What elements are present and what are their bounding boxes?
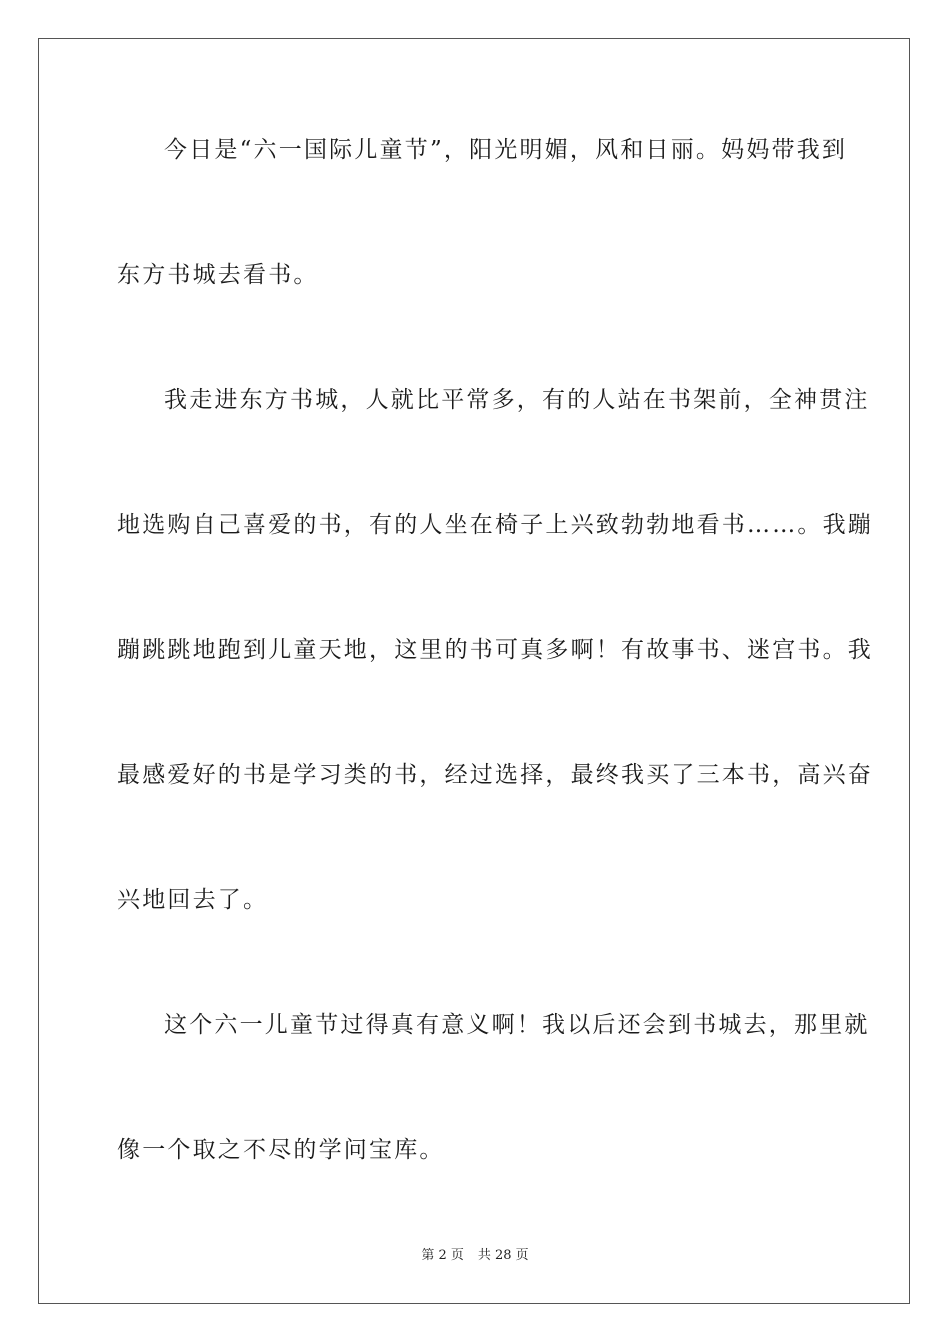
paragraph-2-line-1: 我走进东方书城，人就比平常多，有的人站在书架前，全神贯注: [164, 387, 870, 413]
total-pages: 共 28 页: [477, 1248, 529, 1263]
paragraph-1-line-2: 东方书城去看书。: [117, 262, 319, 288]
paragraph-2-line-5: 兴地回去了。: [117, 887, 269, 913]
paragraph-2-line-4: 最感爱好的书是学习类的书，经过选择，最终我买了三本书，高兴奋: [117, 762, 873, 788]
paragraph-2-line-2: 地选购自己喜爱的书，有的人坐在椅子上兴致勃勃地看书……。我蹦: [117, 512, 873, 538]
paragraph-2-line-3: 蹦跳跳地跑到儿童天地，这里的书可真多啊！有故事书、迷宫书。我: [117, 637, 873, 663]
page-border: [38, 38, 910, 1304]
page-number: 第 2 页: [421, 1248, 464, 1263]
paragraph-3-line-1: 这个六一儿童节过得真有意义啊！我以后还会到书城去，那里就: [164, 1012, 870, 1038]
paragraph-3-line-2: 像一个取之不尽的学问宝库。: [117, 1137, 445, 1163]
paragraph-1-line-1: 今日是“六一国际儿童节”，阳光明媚，风和日丽。妈妈带我到: [164, 137, 848, 163]
page-footer: [0, 1248, 950, 1264]
